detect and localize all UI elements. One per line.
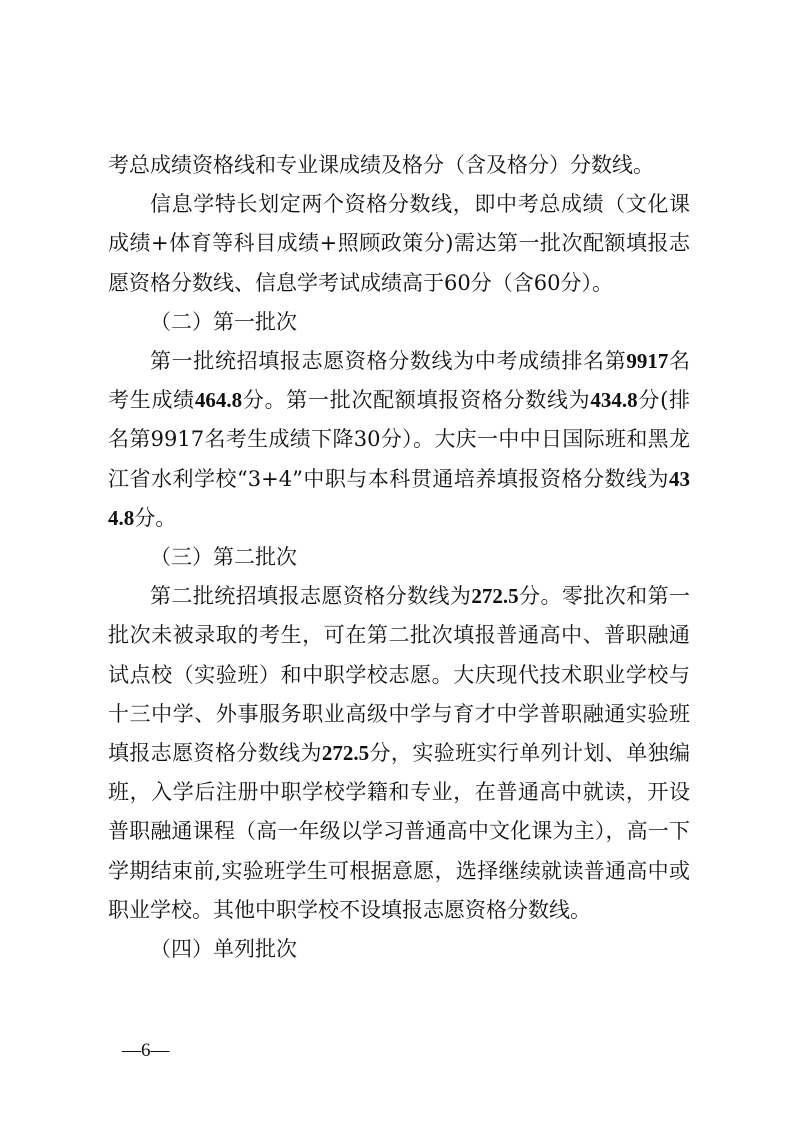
score-value: 464.8	[194, 388, 243, 413]
paragraph-batch-2	[108, 577, 690, 930]
page-number: —6—	[122, 1040, 170, 1061]
section-heading-batch-2: （三）第二批次	[150, 545, 297, 570]
score-value: 434.8	[590, 388, 638, 413]
text-segment: 第一批统招填报志愿资格分数线为中考成绩排名第	[150, 349, 627, 374]
score-value: 272.5	[321, 741, 370, 766]
score-value: 434.8	[108, 466, 690, 530]
text-segment: 分(排名第9917名考生成绩下降30分）。大庆一中中日国际班和黑龙江省水利学校“3+4”中职与本科贯通培养填报资格分数线为	[108, 388, 691, 491]
paragraph-continuation: 考总成绩资格线和专业课成绩及格分（含及格分）分数线。	[108, 153, 654, 177]
text-segment: 分。零批次和第一批次未被录取的考生，可在第二批次填报普通高中、普职融通试点校（实验班）和中职学校志愿。大庆现代技术职业学校与十三中学、外事服务职业高级中学与育才中学普职融通实验班填报志愿资格分数线为	[108, 584, 691, 766]
paragraph-info-specialty: 信息学特长划定两个资格分数线，即中考总成绩（文化课成绩+体育等科目成绩+照顾政策分)需达第一批次配额填报志愿资格分数线、信息学考试成绩高于60分（含60分）。	[108, 192, 690, 295]
score-value: 272.5	[471, 584, 519, 609]
document-body	[108, 146, 690, 969]
paragraph-batch-1	[108, 342, 690, 538]
text-segment: 第二批统招填报志愿资格分数线为	[150, 584, 472, 609]
section-heading-single-batch: （四）单列批次	[150, 937, 297, 962]
text-segment: 分。第一批次配额填报资格分数线为	[242, 388, 591, 413]
rank-number: 9917	[626, 349, 669, 374]
text-segment: 分。	[134, 505, 177, 530]
text-segment: 分，实验班实行单列计划、单独编班，入学后注册中职学校学籍和专业，在普通高中就读，开设普职融通课程（高一年级以学习普通高中文化课为主），高一下学期结束前,实验班学生可根据意愿，选择继续就读普通高中或职业学校。其他中职学校不设填报志愿资格分数线。	[108, 741, 691, 922]
section-heading-batch-1: （二）第一批次	[150, 309, 297, 334]
text-segment: 名考生成绩	[108, 349, 691, 413]
